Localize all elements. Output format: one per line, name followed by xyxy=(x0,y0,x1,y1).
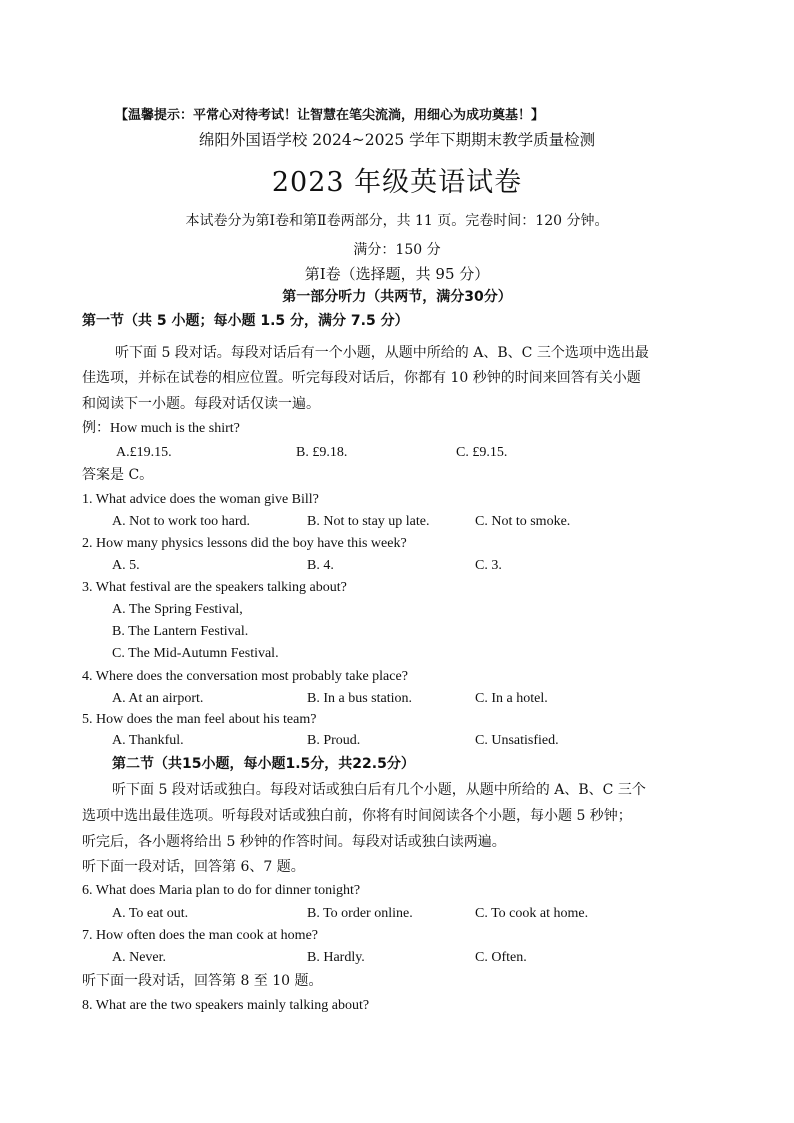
question-5: 5. How does the man feel about his team? xyxy=(82,712,317,727)
section1-title: 第一节（共 5 小题；每小题 1.5 分，满分 7.5 分） xyxy=(82,313,409,329)
section2-instruction-line1: 听下面 5 段对话或独白。每段对话或独白后有几个小题，从题中所给的 A、B、C 三个 xyxy=(112,782,646,798)
school-heading: 绵阳外国语学校 2024~2025 学年下期期末教学质量检测 xyxy=(198,131,596,149)
example-option-b: B. £9.18. xyxy=(296,445,348,460)
q4-option-a: A. At an airport. xyxy=(112,691,204,706)
q6-option-b: B. To order online. xyxy=(307,906,413,921)
question-8: 8. What are the two speakers mainly talking about? xyxy=(82,998,370,1013)
q7-option-c: C. Often. xyxy=(475,950,527,965)
warm-tip: 【温馨提示：平常心对待考试！让智慧在笔尖流淌，用细心为成功奠基！】 xyxy=(115,108,545,123)
group1-instruction: 听下面一段对话，回答第 6、7 题。 xyxy=(82,859,305,875)
q2-option-c: C. 3. xyxy=(475,558,502,573)
group2-instruction: 听下面一段对话，回答第 8 至 10 题。 xyxy=(82,973,323,989)
q4-option-b: B. In a bus station. xyxy=(307,691,412,706)
q2-option-b: B. 4. xyxy=(307,558,334,573)
q1-option-c: C. Not to smoke. xyxy=(475,514,571,529)
question-3: 3. What festival are the speakers talking about? xyxy=(82,580,347,595)
section1-instruction-line2: 佳选项，并标在试卷的相应位置。听完每段对话后，你都有 10 秒钟的时间来回答有关小题 xyxy=(82,370,641,386)
q6-option-c: C. To cook at home. xyxy=(475,906,589,921)
question-1: 1. What advice does the woman give Bill? xyxy=(82,492,319,507)
full-score: 满分：150 分 xyxy=(353,242,441,258)
section2-title: 第二节（共15小题，每小题1.5分，共22.5分） xyxy=(112,756,415,772)
q7-option-b: B. Hardly. xyxy=(307,950,365,965)
example-answer: 答案是 C。 xyxy=(82,467,154,483)
part1-title: 第一部分听力（共两节，满分30分） xyxy=(282,289,512,305)
exam-title: 2023 年级英语试卷 xyxy=(271,167,523,198)
section1-instruction-line1: 听下面 5 段对话。每段对话后有一个小题，从题中所给的 A、B、C 三个选项中选出最 xyxy=(115,345,649,361)
question-4: 4. Where does the conversation most probably take place? xyxy=(82,669,408,684)
question-6: 6. What does Maria plan to do for dinner tonight? xyxy=(82,883,361,898)
q7-option-a: A. Never. xyxy=(112,950,167,965)
q3-option-c: C. The Mid-Autumn Festival. xyxy=(112,646,279,661)
question-2: 2. How many physics lessons did the boy have this week? xyxy=(82,536,407,551)
question-7: 7. How often does the man cook at home? xyxy=(82,928,318,943)
q5-option-b: B. Proud. xyxy=(307,733,361,748)
q3-option-b: B. The Lantern Festival. xyxy=(112,624,249,639)
q1-option-b: B. Not to stay up late. xyxy=(307,514,430,529)
q2-option-a: A. 5. xyxy=(112,558,140,573)
example-option-a: A.£19.15. xyxy=(116,445,172,460)
q1-option-a: A. Not to work too hard. xyxy=(112,514,251,529)
section2-instruction-line2: 选项中选出最佳选项。听每段对话或独白前，你将有时间阅读各个小题，每小题 5 秒钟； xyxy=(82,808,632,824)
example-question: 例：How much is the shirt? xyxy=(82,421,240,436)
q5-option-a: A. Thankful. xyxy=(112,733,184,748)
section2-instruction-line3: 听完后，各小题将给出 5 秒钟的作答时间。每段对话或独白读两遍。 xyxy=(82,834,506,850)
exam-info: 本试卷分为第Ⅰ卷和第Ⅱ卷两部分，共 11 页。完卷时间：120 分钟。 xyxy=(185,213,609,229)
volume1-title: 第Ⅰ卷（选择题，共 95 分） xyxy=(304,265,490,283)
q6-option-a: A. To eat out. xyxy=(112,906,189,921)
q3-option-a: A. The Spring Festival, xyxy=(112,602,243,617)
q4-option-c: C. In a hotel. xyxy=(475,691,548,706)
section1-instruction-line3: 和阅读下一小题。每段对话仅读一遍。 xyxy=(82,396,320,412)
example-option-c: C. £9.15. xyxy=(456,445,508,460)
q5-option-c: C. Unsatisfied. xyxy=(475,733,559,748)
